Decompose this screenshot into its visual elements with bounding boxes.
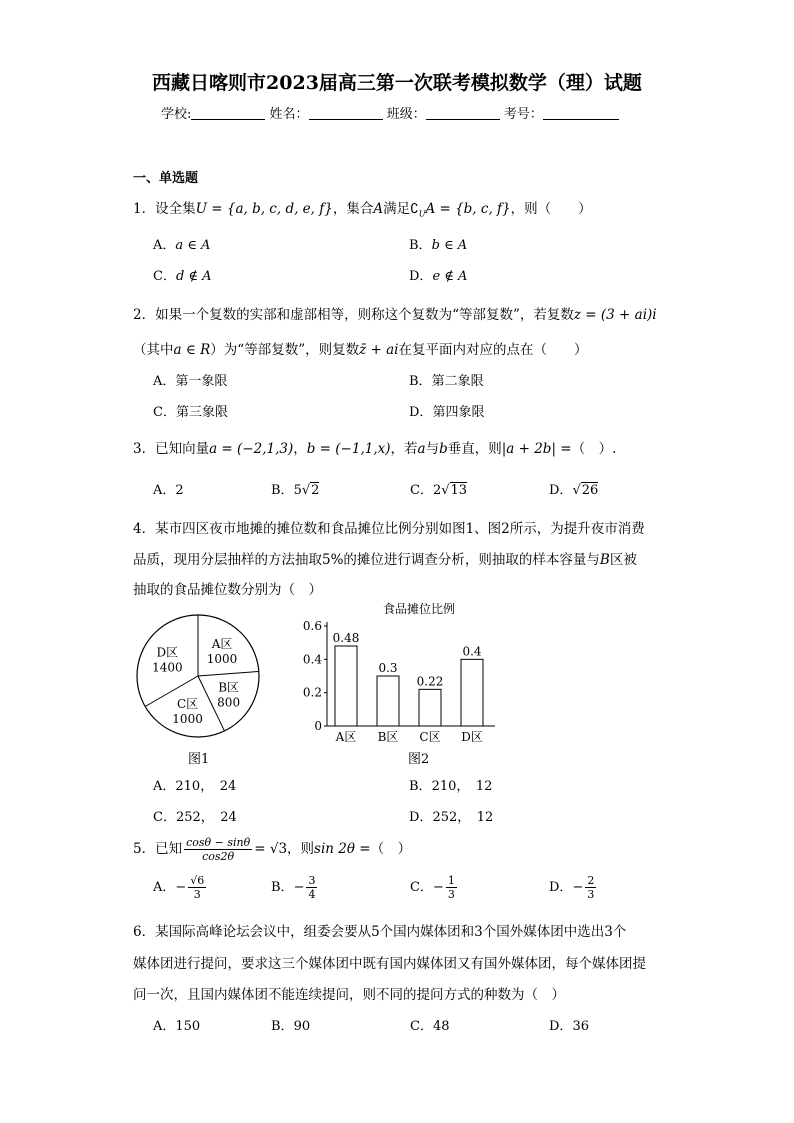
q6-option-c[interactable]: C．48 [410,1019,450,1034]
question-6: 6．某国际高峰论坛会议中，组委会要从5个国内媒体团和3个国外媒体团中选出3个 [133,924,627,940]
q3-option-b[interactable]: B．5√2 [271,483,320,498]
pie-value-D区: 1400 [152,660,183,675]
pie-value-C区: 1000 [172,711,203,726]
q4-option-a[interactable]: A．210， 24 [153,779,237,794]
exam-no-label: 考号： [503,107,543,122]
q2-expr-z: z = (3 + ai)i [573,307,657,323]
q4-option-d[interactable]: D．252， 12 [409,810,494,825]
q3-vector-b: b = (−1,1,x) [306,441,391,457]
chart-title: 食品摊位比例 [382,602,456,616]
q6-option-d[interactable]: D．36 [549,1019,589,1034]
pie-label-B区: B区 [218,680,240,695]
y-tick-label: 0.6 [302,619,322,633]
bar-data-label-A区: 0.48 [332,631,360,645]
exam-no-blank [543,107,619,120]
q2-option-a[interactable]: A．第一象限 [153,374,228,389]
bar-D区 [461,659,483,726]
q5-option-d[interactable]: D．− $\frac{2}{3}$ [549,874,595,901]
q2-expr-conj: z̄ + ai [359,342,399,358]
q1-number: 1． [133,201,156,217]
question-5: 5．已知 $\frac{\cos\theta - \sin\theta}{\cos 2\theta}$ = √3，则sin 2θ =（ ） [133,836,412,863]
q1-complement-expr: A = {b, c, f} [425,201,511,217]
question-3: 3．已知向量a = (−2,1,3)，b = (−1,1,x)，若a与b垂直，则|a + 2b| =（ ）. [133,441,617,457]
bar-C区 [419,689,441,726]
fig1-caption: 图1 [188,752,210,767]
pie-label-D区: D区 [156,645,179,660]
q1-text: 设全集 [155,201,196,217]
q1-option-c[interactable]: C．d ∉ A [153,269,212,284]
class-blank [426,107,500,120]
q3-option-c[interactable]: C．2√13 [410,483,468,498]
q1-complement-symbol: ∁ [410,201,419,217]
question-2-line-2: （其中a ∈ R）为“等部复数”，则复数z̄ + ai在复平面内对应的点在（ ） [133,342,588,358]
q1-option-d[interactable]: D．e ∉ A [409,269,468,284]
q3-option-d[interactable]: D．√26 [549,483,599,498]
class-label: 班级： [386,107,426,122]
q5-option-a[interactable]: A．− $\frac{√6}{3}$ [153,874,205,901]
fig1-pie-chart [130,610,270,745]
q5-option-c[interactable]: C．− $\frac{1}{3}$ [410,874,455,901]
x-tick-label-B区: B区 [377,730,399,744]
pie-label-A区: A区 [211,637,233,652]
question-4: 4．某市四区夜市地摊的摊位数和食品摊位比例分别如图1、图2所示，为提升夜市消费 [133,521,645,537]
fig2-bar-chart [295,598,505,746]
q3-vector-a: a = (−2,1,3) [209,441,294,457]
bar-B区 [377,676,399,726]
bar-data-label-C区: 0.22 [416,674,444,689]
pie-value-A区: 1000 [206,652,238,667]
q6-option-b[interactable]: B．90 [271,1019,311,1034]
section-heading: 一、单选题 [133,171,199,186]
q5-option-b[interactable]: B．− $\frac{3}{4}$ [271,874,316,901]
exam-title: 西藏日喀则市2023届高三第一次联考模拟数学（理）试题 [152,72,642,94]
q3-norm-expr: |a + 2b| = [501,441,572,457]
x-tick-label-A区: A区 [335,730,357,744]
student-info-line [161,103,619,122]
y-tick-label: 0.4 [302,652,322,667]
q1-option-b[interactable]: B．b ∈ A [409,238,468,253]
question-6-line-3: 问一次，且国内媒体团不能连续提问，则不同的提问方式的种数为（ ） [133,987,565,1003]
q1-var-a: A [373,201,384,217]
bar-A区 [335,646,357,726]
q1-complement-sub: U [418,209,426,219]
question-4-line-2: 品质，现用分层抽样的方法抽取5%的摊位进行调查分析，则抽取的样本容量与B区被 [133,552,637,568]
q2-option-d[interactable]: D．第四象限 [409,405,485,420]
q5-fraction: $\frac{\cos\theta - \sin\theta}{\cos 2\theta}$ [186,836,251,863]
y-tick-label: 0.2 [302,685,322,700]
q2-expr-a: a ∈ R [173,342,211,358]
fig2-caption: 图2 [408,752,430,767]
q4-option-c[interactable]: C．252， 24 [153,810,237,825]
q2-option-c[interactable]: C．第三象限 [153,405,228,420]
x-tick-label-D区: D区 [461,730,483,744]
x-tick-label-C区: C区 [419,730,441,744]
q1-option-a[interactable]: A．a ∈ A [153,238,211,253]
q1-text: ，则（ ） [510,201,592,217]
q3-option-a[interactable]: A．2 [153,483,184,498]
bar-data-label-B区: 0.3 [378,661,398,675]
pie-label-C区: C区 [176,696,199,711]
q1-text: 满足 [383,201,411,217]
question-4-line-3: 抽取的食品摊位数分别为（ ） [133,582,322,598]
q4-option-b[interactable]: B．210， 12 [409,779,493,794]
name-label: 姓名： [269,107,309,122]
question-6-line-2: 媒体团进行提问，要求这三个媒体团中既有国内媒体团又有国外媒体团，每个媒体团提 [133,956,646,972]
school-label: 学校: [161,107,192,122]
bar-data-label-D区: 0.4 [462,644,482,659]
school-blank [191,107,265,120]
q2-option-b[interactable]: B．第二象限 [409,374,484,389]
question-1 [133,197,592,219]
y-tick-label: 0 [314,719,322,733]
q1-text: ，集合 [332,201,374,217]
question-2: 2．如果一个复数的实部和虚部相等，则称这个复数为“等部复数”，若复数z = (3 + ai)i [133,307,657,323]
q6-option-a[interactable]: A．150 [153,1019,201,1034]
q1-set-u: U = {a, b, c, d, e, f} [195,201,333,217]
pie-value-B区: 800 [217,695,241,710]
name-blank [309,107,383,120]
